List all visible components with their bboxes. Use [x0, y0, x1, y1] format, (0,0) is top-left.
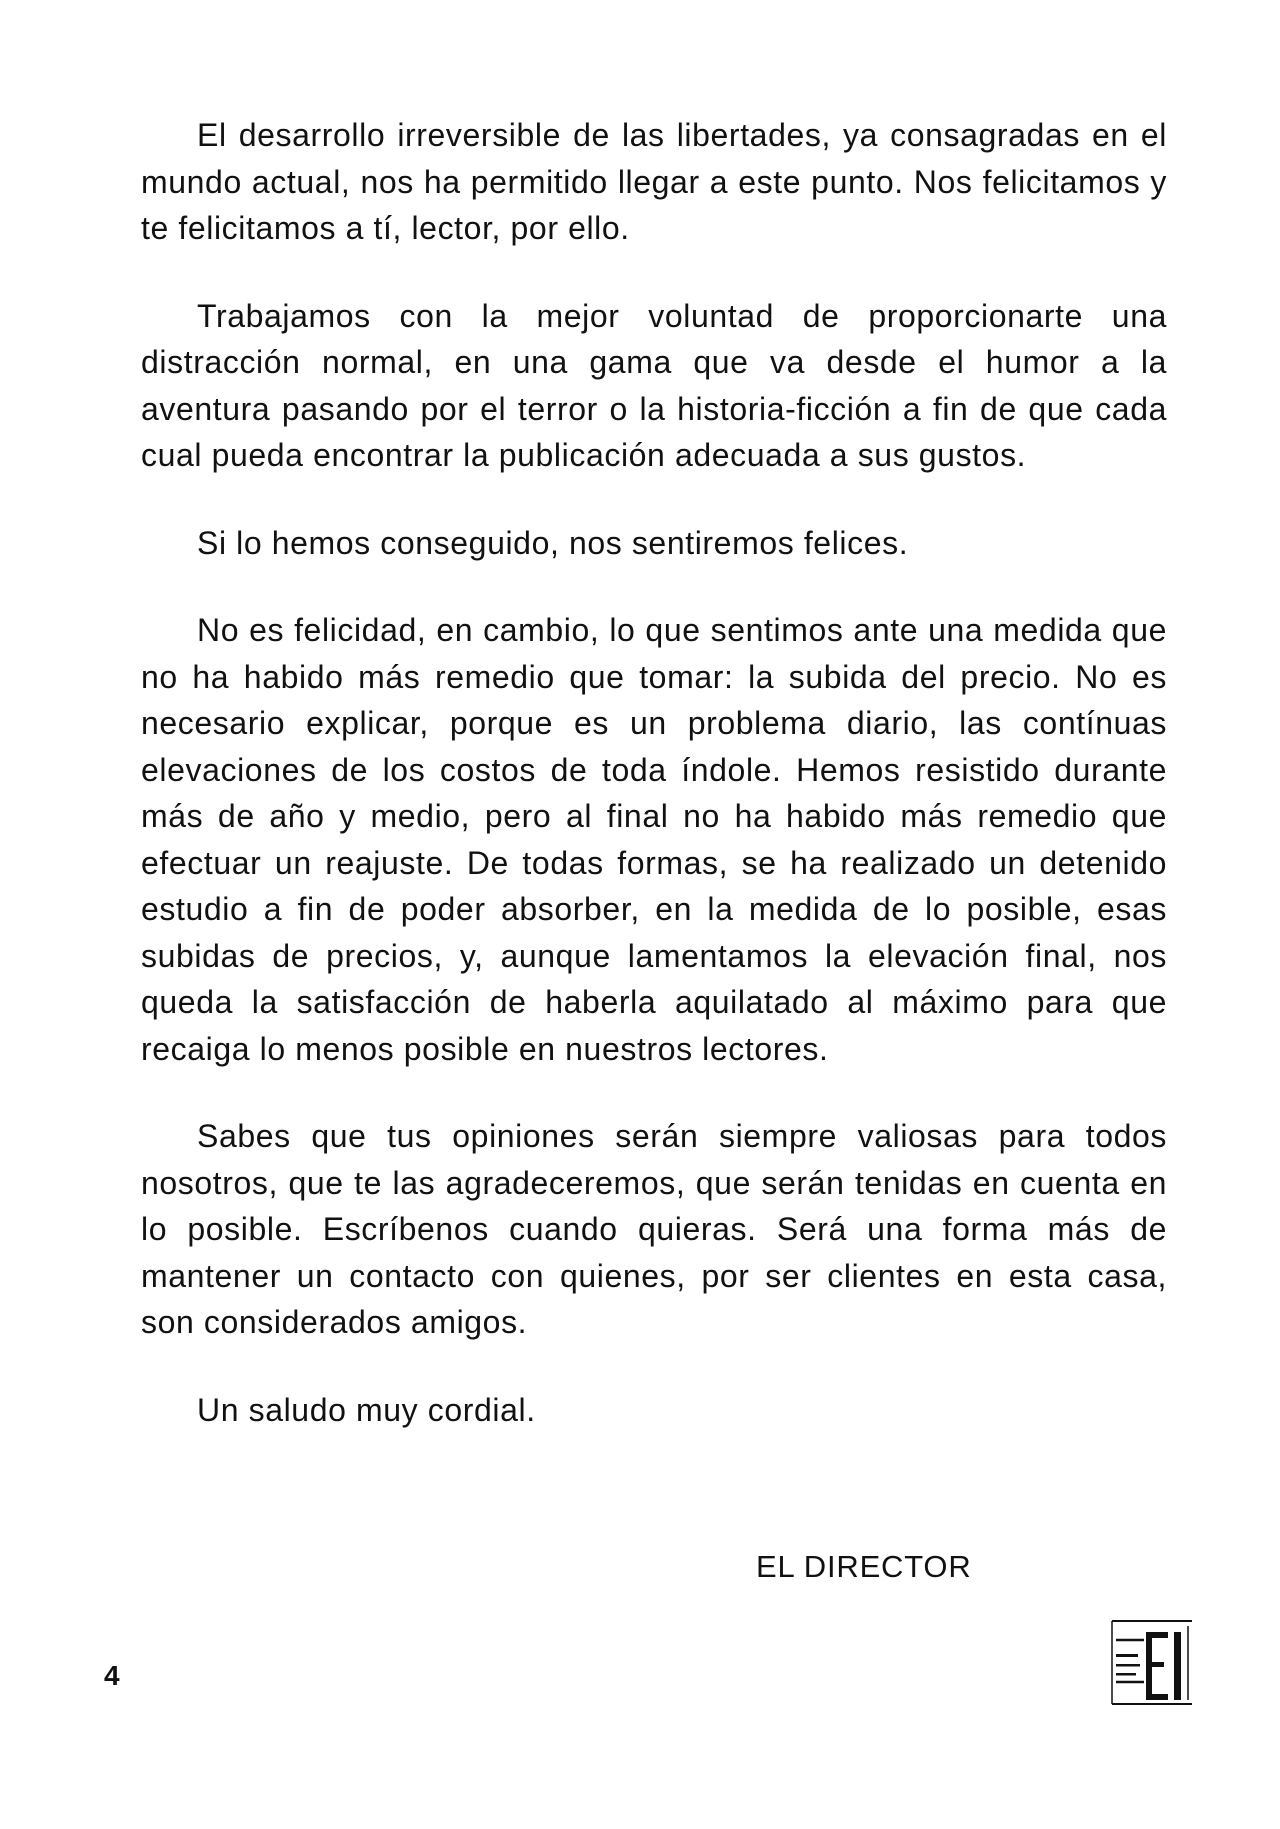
paragraph-3: Si lo hemos conseguido, nos sentiremos felices. — [197, 524, 909, 561]
letter-body — [141, 112, 1167, 1473]
paragraph-2: Trabajamos con la mejor voluntad de proporcionarte una distracción normal, en una gama que va desde el humor a la aventura pasando por el terror o la historia-ficción a fin de que cada cual pueda encontrar la publicación adecuada a sus gustos. — [141, 297, 1167, 473]
publisher-logo — [1108, 1618, 1196, 1708]
publisher-logo-icon — [1108, 1618, 1196, 1708]
paragraph-6-closing: Un saludo muy cordial. — [197, 1391, 536, 1428]
signature: EL DIRECTOR — [756, 1549, 972, 1584]
paragraph-1: El desarrollo irreversible de las libertades, ya consagradas en el mundo actual, nos ha permitido llegar a este punto. Nos felicitamos y te felicitamos a tí, lector, por ello. — [141, 117, 1167, 246]
paragraph-5: Sabes que tus opiniones serán siempre valiosas para todos nosotros, que te las agradeceremos, que serán tenidas en cuenta en lo posible. Escríbenos cuando quieras. Será una forma más de mantener un contacto con quienes, por ser clientes en esta casa, son considerados amigos. — [141, 1118, 1167, 1340]
page-number: 4 — [104, 1660, 120, 1691]
paragraph-4: No es felicidad, en cambio, lo que sentimos ante una medida que no ha habido más remedio que tomar: la subida del precio. No es necesario explicar, porque es un problema diario, las contínuas elevaciones de los costos de toda índole. Hemos resistido durante más de año y medio, pero al final no ha habido más remedio que efectuar un reajuste. De todas formas, se ha realizado un detenido estudio a fin de poder absorber, en la medida de lo posible, esas subidas de precios, y, aunque lamentamos la elevación final, nos queda la satisfacción de haberla aquilatado al máximo para que recaiga lo menos posible en nuestros lectores. — [141, 612, 1167, 1067]
